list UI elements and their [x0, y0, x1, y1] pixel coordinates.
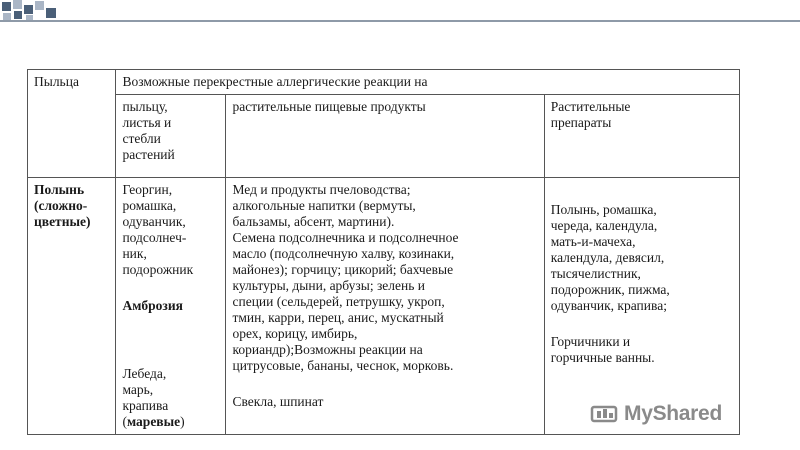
- sub-header-preparations: Растительные препараты: [544, 95, 739, 178]
- plants-cell: Георгин, ромашка, одуванчик, подсолнеч- ник, подорожник Амброзия Лебеда, марь, крапива (маревые): [116, 178, 226, 435]
- food-cell: Мед и продукты пчеловодства; алкогольные напитки (вермуты, бальзамы, абсент, мартини). Семена подсолнечника и подсолнечное масло (подсолнечную халву, козинаки, майонез); горчицу; цикорий; бахчевые культуры, дыни, арбузы; зелень и специи (сельдерей, петрушку, укроп, тмин, карри, перец, анис, мускатный орех, корицу, имбирь, кориандр);Возможны реакции на цитрусовые, бананы, чеснок, морковь. Свекла, шпинат: [226, 178, 544, 435]
- col-header-pollen: Пыльца: [28, 70, 116, 178]
- ambrosia-label: Амброзия: [122, 298, 183, 313]
- pollen-name-cell: Полынь (сложно- цветные): [28, 178, 116, 435]
- family-label: (маревые): [122, 414, 185, 429]
- preparations-cell: Полынь, ромашка, череда, календула, мать-и-мачеха, календула, девясил, тысячелистник, подорожник, пижма, одуванчик, крапива; Горчичники и горчичные ванны.: [544, 178, 739, 435]
- myshared-logo-icon: [590, 403, 620, 425]
- header-rule: [0, 20, 800, 22]
- myshared-watermark: [590, 402, 722, 426]
- allergy-table: [27, 69, 740, 435]
- sub-header-food: растительные пищевые продукты: [226, 95, 544, 178]
- sub-header-plants: пыльцу, листья и стебли растений: [116, 95, 226, 178]
- watermark-text: MyShared: [624, 402, 722, 425]
- group-header: Возможные перекрестные аллергические реакции на: [116, 70, 740, 95]
